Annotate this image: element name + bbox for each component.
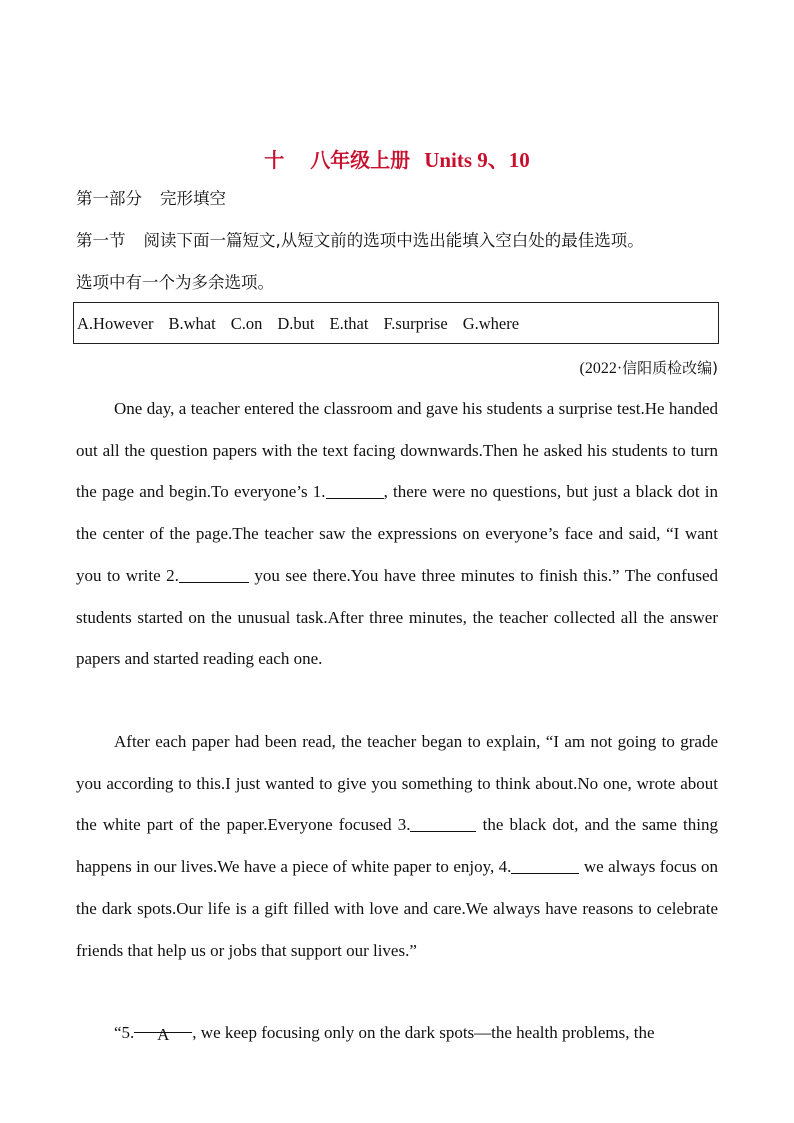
option-d: D.but: [277, 314, 315, 333]
options-box: [73, 302, 719, 344]
blank-2[interactable]: [179, 564, 249, 583]
option-a: A.However: [77, 314, 154, 333]
blank-3[interactable]: [410, 813, 476, 832]
p1-text-a: One day, a teacher entered the classroom and gave his students a surprise test.He handed out all the question papers with the text facing downwards.Then he asked his students to turn the page and begin.To everyone’s 1.: [76, 399, 718, 502]
blank-4[interactable]: [511, 855, 579, 874]
instruction-line-2: 选项中有一个为多余选项。: [76, 273, 274, 292]
section-sub-label: 第一节: [76, 231, 126, 250]
p2-text-b: the black dot, and the same thing happens in our lives.We have a piece of white paper to enjoy, 4.: [76, 815, 718, 877]
option-b: B.what: [168, 314, 216, 333]
section-part-label: 第一部分: [76, 189, 142, 208]
section-sub-heading: [76, 230, 644, 252]
p2-text-a: After each paper had been read, the teacher began to explain, “I am not going to grade you according to this.I just wanted to give you something to think about.No one, wrote about the white part of the paper.Everyone focused 3.: [76, 732, 718, 835]
instruction-line-1: 阅读下面一篇短文,从短文前的选项中选出能填入空白处的最佳选项。: [143, 231, 644, 250]
paragraph-3: [76, 1012, 718, 1054]
p1-text-b: , there were no questions, but just a black dot in the center of the page.The teacher saw the expressions on everyone’s face and said, “I want you to write 2.: [76, 482, 718, 585]
paragraph-1: [76, 388, 718, 680]
paragraph-2: [76, 721, 718, 971]
option-g: G.where: [462, 314, 520, 333]
section-part-heading: [76, 188, 226, 210]
title-number: 十: [264, 148, 285, 172]
option-f: F.surprise: [383, 314, 448, 333]
blank-5-answer[interactable]: A: [134, 1014, 192, 1033]
option-c: C.on: [230, 314, 263, 333]
p2-text-c: we always focus on the dark spots.Our life is a gift filled with love and care.We always have reasons to celebrate friends that help us or jobs that support our lives.”: [76, 857, 718, 960]
p3-text-b: , we keep focusing only on the dark spots—the health problems, the: [192, 1023, 655, 1042]
source-note: [579, 357, 718, 380]
p3-text-a: “5.: [114, 1023, 135, 1042]
page-title: [0, 146, 794, 174]
source-year: (2022·: [579, 360, 623, 377]
title-units: Units 9、10: [424, 148, 530, 172]
section-part-name: 完形填空: [160, 189, 226, 208]
blank-1[interactable]: [326, 480, 384, 499]
p1-text-c: you see there.You have three minutes to finish this.” The confused students started on the unusual task.After three minutes, the teacher collected all the answer papers and started reading each one.: [76, 565, 719, 669]
title-grade: 八年级上册: [310, 148, 411, 172]
option-e: E.that: [329, 314, 369, 333]
source-name: 信阳质检改编): [622, 359, 718, 377]
